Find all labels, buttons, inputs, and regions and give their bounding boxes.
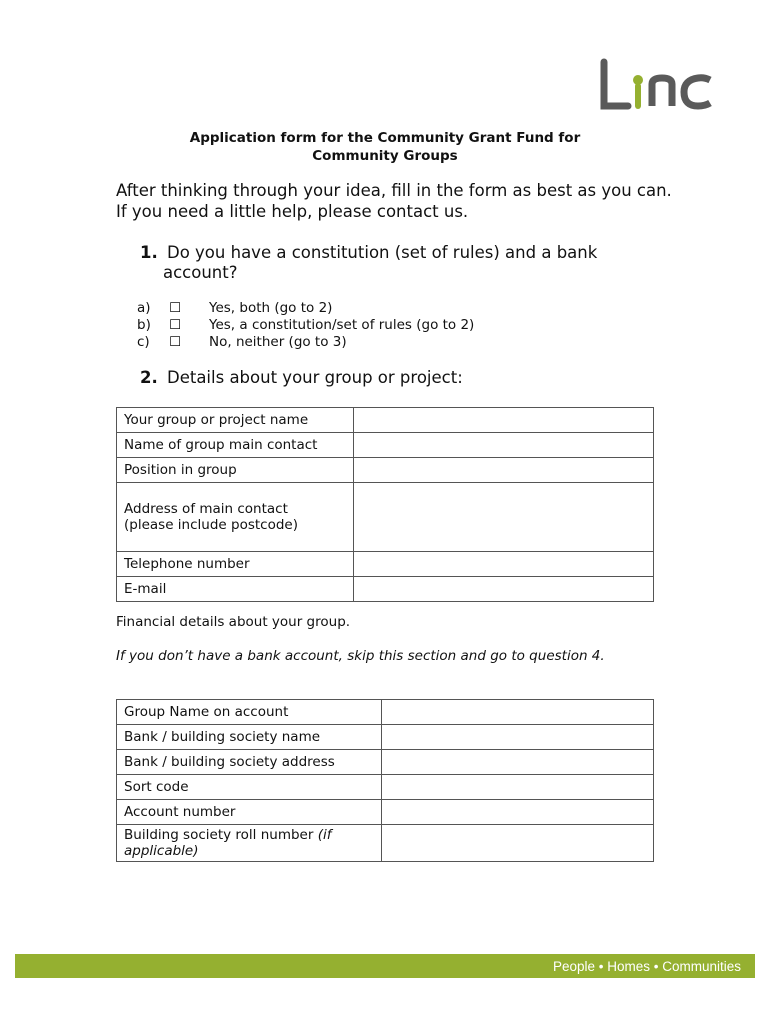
field-label-line1: Address of main contact [124,501,288,517]
option-letter: c) [137,334,150,350]
question-2-text: Details about your group or project: [167,368,463,387]
option-letter: a) [137,300,151,316]
field-label [117,483,354,552]
checkbox-icon[interactable]: ☐ [169,317,182,333]
form-title-line2: Community Groups [312,148,458,164]
table-row [117,433,654,458]
table-row [117,725,654,750]
account-number-field[interactable] [382,800,654,825]
table-row [117,552,654,577]
field-label: Position in group [117,458,354,483]
account-name-field[interactable] [382,700,654,725]
linc-logo [598,58,718,114]
financial-heading: Financial details about your group. [116,614,351,630]
option-label: Yes, both (go to 2) [209,300,333,316]
field-label-note: (if applicable) [124,827,332,859]
option-c [137,334,474,351]
option-label: No, neither (go to 3) [209,334,347,350]
question-1-number: 1. [140,243,158,262]
field-label: E-mail [117,577,354,602]
option-a [137,300,474,317]
option-label: Yes, a constitution/set of rules (go to 2) [209,317,475,333]
bank-address-field[interactable] [382,750,654,775]
address-field[interactable] [354,483,654,552]
table-row [117,408,654,433]
table-row [117,458,654,483]
table-row [117,825,654,862]
option-letter: b) [137,317,151,333]
field-label: Account number [117,800,382,825]
bank-name-field[interactable] [382,725,654,750]
table-row [117,700,654,725]
email-field[interactable] [354,577,654,602]
field-label: Your group or project name [117,408,354,433]
table-row [117,483,654,552]
option-b [137,317,474,334]
intro-text: After thinking through your idea, fill in the form as best as you can. If you need a little help, please contact us. [116,181,672,221]
checkbox-icon[interactable]: ☐ [169,334,182,350]
field-label: Bank / building society address [117,750,382,775]
question-1-text: Do you have a constitution (set of rules) and a bank [167,243,598,262]
question-1 [140,243,680,283]
field-label-main: Building society roll number [124,827,314,843]
table-row [117,800,654,825]
question-2 [140,368,463,388]
main-contact-field[interactable] [354,433,654,458]
footer-bar [15,954,755,978]
form-title-line1: Application form for the Community Grant Fund for [189,130,581,146]
question-1-text-cont: account? [163,263,238,282]
group-details-table [116,407,654,602]
roll-number-field[interactable] [382,825,654,862]
form-title [116,129,654,165]
bank-details-table [116,699,654,862]
table-row [117,775,654,800]
telephone-field[interactable] [354,552,654,577]
group-name-field[interactable] [354,408,654,433]
field-label: Sort code [117,775,382,800]
sort-code-field[interactable] [382,775,654,800]
question-1-options [137,300,474,351]
field-label: Group Name on account [117,700,382,725]
field-label: Telephone number [117,552,354,577]
field-label: Name of group main contact [117,433,354,458]
skip-note: If you don’t have a bank account, skip this section and go to question 4. [116,648,605,664]
field-label [117,825,382,862]
table-row [117,577,654,602]
field-label: Bank / building society name [117,725,382,750]
checkbox-icon[interactable]: ☐ [169,300,182,316]
field-label-line2: (please include postcode) [124,517,298,533]
footer-tagline: People • Homes • Communities [552,958,741,974]
table-row [117,750,654,775]
position-field[interactable] [354,458,654,483]
question-2-number: 2. [140,368,158,387]
